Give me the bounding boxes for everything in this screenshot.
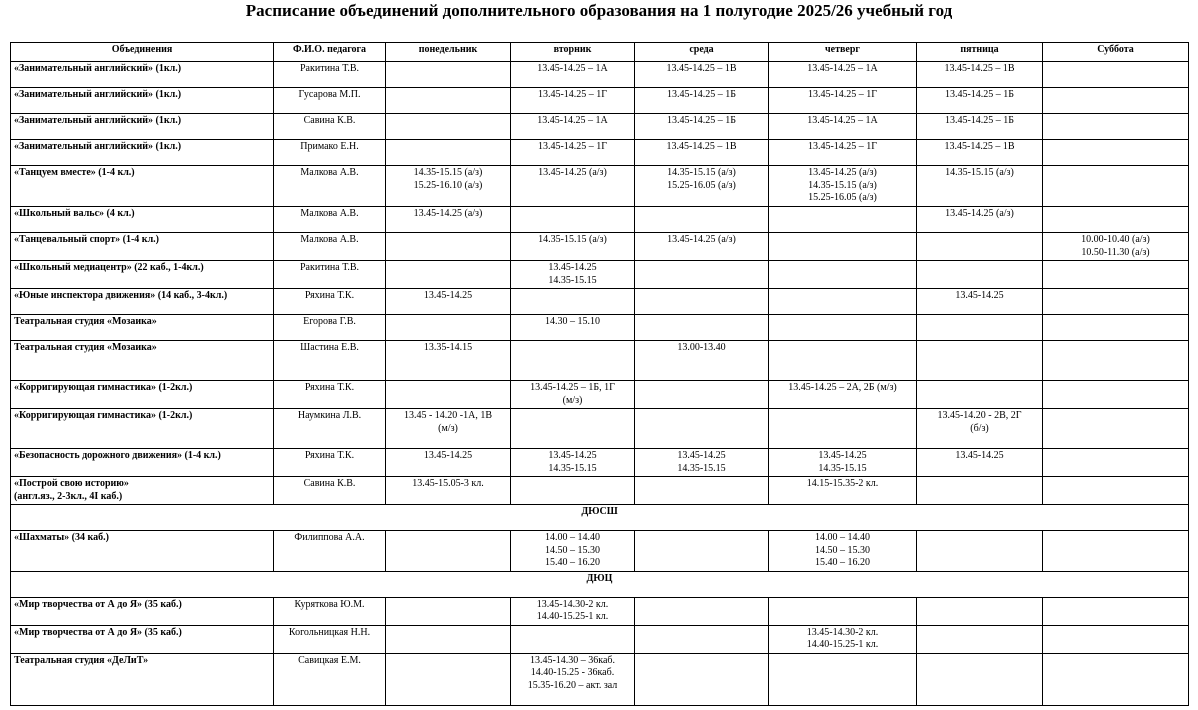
teacher-name: Куряткова Ю.М. [274, 597, 386, 625]
cell-thursday [769, 449, 917, 477]
cell-line: 14.40-15.25 - 36каб. [530, 667, 615, 678]
teacher-name: Ряхина Т.К. [274, 289, 386, 315]
cell-saturday [1043, 289, 1189, 315]
teacher-name: Когольницкая Н.Н. [274, 625, 386, 653]
cell-thursday [769, 207, 917, 233]
cell-tuesday [511, 653, 635, 705]
cell-line: 14.35-15.15 (а/з) [808, 179, 877, 191]
table-row [11, 88, 1189, 114]
cell-monday [386, 62, 511, 88]
cell-tuesday [511, 289, 635, 315]
cell-line: 15.35-16.20 – акт. зал [527, 679, 618, 691]
association-name: Театральная студия «Мозаика» [11, 315, 274, 341]
cell-saturday [1043, 449, 1189, 477]
table-row [11, 625, 1189, 653]
teacher-name: Шастина Е.В. [274, 341, 386, 381]
cell-tuesday: 14.35-15.15 (а/з) [511, 233, 635, 261]
cell-line: 13.45-14.25 [818, 450, 867, 461]
cell-friday: 13.45-14.25 – 1Б [917, 88, 1043, 114]
header-thursday: четверг [769, 43, 917, 62]
cell-tuesday [511, 597, 635, 625]
cell-monday [386, 233, 511, 261]
cell-friday [917, 653, 1043, 705]
cell-monday [386, 597, 511, 625]
cell-wednesday [635, 625, 769, 653]
cell-thursday: 13.45-14.25 – 1А [769, 62, 917, 88]
cell-saturday [1043, 261, 1189, 289]
cell-friday: 13.45-14.25 – 1Б [917, 114, 1043, 140]
cell-line: 14.00 – 14.40 [545, 532, 600, 543]
cell-line: (м/з) [562, 394, 583, 406]
teacher-name: Ракитина Т.В. [274, 62, 386, 88]
cell-saturday [1043, 62, 1189, 88]
cell-line: 13.45-14.25 – 1Б, 1Г [530, 382, 615, 393]
cell-thursday [769, 341, 917, 381]
table-row [11, 409, 1189, 449]
cell-line: 13.45-14.30-2 кл. [806, 626, 879, 638]
section-row [11, 505, 1189, 531]
cell-line: 13.45 - 14.20 -1А, 1В [403, 410, 493, 421]
cell-line: 14.35-15.15 [677, 462, 726, 474]
cell-tuesday [511, 341, 635, 381]
cell-monday: 13.45-14.25 [386, 449, 511, 477]
cell-wednesday [635, 409, 769, 449]
table-row [11, 449, 1189, 477]
cell-line: 13.45-14.25 (а/з) [808, 167, 877, 178]
association-name: «Занимательный английский» (1кл.) [11, 140, 274, 166]
cell-saturday [1043, 233, 1189, 261]
cell-friday [917, 315, 1043, 341]
cell-line: 13.45-14.25 [548, 262, 597, 273]
cell-line: 14.40-15.25-1 кл. [806, 639, 879, 650]
cell-tuesday [511, 449, 635, 477]
cell-line: 13.45-14.30 – 36каб. [529, 654, 616, 666]
cell-line: 14.50 – 15.30 [545, 544, 600, 556]
header-friday: пятница [917, 43, 1043, 62]
cell-thursday [769, 166, 917, 207]
header-row [11, 43, 1189, 62]
teacher-name: Савина К.В. [274, 477, 386, 505]
association-name: «Танцевальный спорт» (1-4 кл.) [11, 233, 274, 261]
cell-friday [917, 409, 1043, 449]
cell-monday [386, 261, 511, 289]
cell-tuesday: 13.45-14.25 – 1Г [511, 88, 635, 114]
cell-tuesday: 13.45-14.25 – 1Г [511, 140, 635, 166]
cell-monday: 13.45-15.05-3 кл. [386, 477, 511, 505]
header-wednesday: среда [635, 43, 769, 62]
cell-line: 10.50-11.30 (а/з) [1081, 246, 1150, 258]
association-name: Театральная студия «Мозаика» [11, 341, 274, 381]
association-name: «Занимательный английский» (1кл.) [11, 62, 274, 88]
cell-wednesday [635, 381, 769, 409]
table-row [11, 62, 1189, 88]
cell-saturday [1043, 531, 1189, 572]
association-name: «Занимательный английский» (1кл.) [11, 114, 274, 140]
cell-saturday [1043, 341, 1189, 381]
cell-line: 14.35-15.15 [548, 274, 597, 286]
cell-tuesday [511, 477, 635, 505]
cell-saturday [1043, 409, 1189, 449]
cell-tuesday: 13.45-14.25 (а/з) [511, 166, 635, 207]
cell-thursday [769, 261, 917, 289]
cell-wednesday [635, 166, 769, 207]
cell-wednesday: 13.45-14.25 – 1В [635, 62, 769, 88]
cell-wednesday [635, 315, 769, 341]
cell-monday [386, 166, 511, 207]
table-row [11, 341, 1189, 381]
cell-saturday [1043, 207, 1189, 233]
association-name: «Школьный вальс» (4 кл.) [11, 207, 274, 233]
cell-saturday [1043, 114, 1189, 140]
cell-friday [917, 477, 1043, 505]
cell-monday [386, 653, 511, 705]
teacher-name: Гусарова М.П. [274, 88, 386, 114]
cell-saturday [1043, 166, 1189, 207]
schedule-table [10, 42, 1189, 706]
cell-wednesday [635, 207, 769, 233]
header-tuesday: вторник [511, 43, 635, 62]
cell-friday: 13.45-14.25 – 1В [917, 62, 1043, 88]
cell-line: 13.45-14.25 [548, 450, 597, 461]
cell-line: (м/з) [438, 422, 458, 434]
table-row [11, 261, 1189, 289]
cell-line: 14.35-15.15 (а/з) [667, 167, 736, 178]
cell-monday [386, 625, 511, 653]
table-row [11, 140, 1189, 166]
cell-wednesday: 13.00-13.40 [635, 341, 769, 381]
section-row [11, 571, 1189, 597]
cell-line: 14.40-15.25-1 кл. [536, 611, 609, 622]
cell-saturday [1043, 625, 1189, 653]
association-name: «Школьный медиацентр» (22 каб., 1-4кл.) [11, 261, 274, 289]
cell-saturday [1043, 88, 1189, 114]
cell-wednesday [635, 531, 769, 572]
table-row [11, 166, 1189, 207]
association-name: «Корригирующая гимнастика» (1-2кл.) [11, 409, 274, 449]
cell-line: 14.00 – 14.40 [815, 532, 870, 543]
cell-tuesday: 14.30 – 15.10 [511, 315, 635, 341]
cell-thursday: 14.15-15.35-2 кл. [769, 477, 917, 505]
cell-monday: 13.45-14.25 [386, 289, 511, 315]
cell-tuesday [511, 409, 635, 449]
cell-thursday [769, 597, 917, 625]
cell-wednesday [635, 449, 769, 477]
cell-monday [386, 531, 511, 572]
teacher-name: Малкова А.В. [274, 233, 386, 261]
cell-wednesday [635, 289, 769, 315]
cell-line: 15.40 – 16.20 [545, 557, 600, 568]
cell-line: 15.25-16.10 (а/з) [413, 179, 483, 191]
cell-saturday [1043, 653, 1189, 705]
cell-thursday [769, 409, 917, 449]
cell-thursday [769, 625, 917, 653]
cell-thursday [769, 315, 917, 341]
teacher-name: Савицкая Е.М. [274, 653, 386, 705]
table-row [11, 289, 1189, 315]
cell-line: (б/з) [970, 422, 989, 434]
association-name: «Мир творчества от А до Я» (35 каб.) [11, 597, 274, 625]
cell-saturday [1043, 381, 1189, 409]
table-row [11, 207, 1189, 233]
cell-line: 13.45-14.25 [677, 450, 726, 461]
cell-thursday: 13.45-14.25 – 1Г [769, 140, 917, 166]
cell-line: 15.40 – 16.20 [815, 557, 870, 568]
cell-thursday [769, 653, 917, 705]
association-name: «Безопасность дорожного движения» (1-4 кл.) [11, 449, 274, 477]
table-row [11, 531, 1189, 572]
cell-line: 10.00-10.40 (а/з) [1081, 234, 1150, 245]
cell-monday [386, 381, 511, 409]
cell-tuesday: 13.45-14.25 – 1А [511, 114, 635, 140]
cell-wednesday [635, 477, 769, 505]
cell-line: 13.45-14.30-2 кл. [536, 598, 609, 610]
cell-line: 14.35-15.15 [818, 462, 867, 474]
cell-thursday [769, 289, 917, 315]
header-teacher: Ф.И.О. педагога [274, 43, 386, 62]
association-name: «Танцуем вместе» (1-4 кл.) [11, 166, 274, 207]
cell-friday: 13.45-14.25 (а/з) [917, 207, 1043, 233]
association-name: Театральная студия «ДеЛиТ» [11, 653, 274, 705]
cell-saturday [1043, 477, 1189, 505]
cell-thursday [769, 233, 917, 261]
schedule-body [11, 62, 1189, 706]
table-row [11, 597, 1189, 625]
cell-wednesday [635, 261, 769, 289]
cell-wednesday: 13.45-14.25 (а/з) [635, 233, 769, 261]
cell-thursday: 13.45-14.25 – 2А, 2Б (м/з) [769, 381, 917, 409]
section-label: ДЮЦ [11, 571, 1189, 597]
teacher-name: Малкова А.В. [274, 207, 386, 233]
cell-line: 15.25-16.05 (а/з) [667, 179, 736, 191]
cell-tuesday [511, 207, 635, 233]
cell-saturday [1043, 140, 1189, 166]
cell-friday: 13.45-14.25 [917, 449, 1043, 477]
cell-wednesday: 13.45-14.25 – 1В [635, 140, 769, 166]
cell-monday [386, 114, 511, 140]
cell-line: «Построй свою историю» [14, 478, 129, 489]
section-label: ДЮСШ [11, 505, 1189, 531]
teacher-name: Ряхина Т.К. [274, 449, 386, 477]
cell-line: 13.45-14.20 - 2В, 2Г [937, 410, 1022, 421]
cell-friday [917, 233, 1043, 261]
cell-tuesday: 13.45-14.25 – 1А [511, 62, 635, 88]
cell-monday: 13.45-14.25 (а/з) [386, 207, 511, 233]
teacher-name: Наумкина Л.В. [274, 409, 386, 449]
cell-line: 15.25-16.05 (а/з) [808, 192, 877, 203]
cell-monday [386, 409, 511, 449]
association-name: «Мир творчества от А до Я» (35 каб.) [11, 625, 274, 653]
page-title: Расписание объединений дополнительного образования на 1 полугодие 2025/26 учебный год [245, 1, 953, 20]
table-row [11, 114, 1189, 140]
table-row [11, 233, 1189, 261]
association-name [11, 477, 274, 505]
association-name: «Шахматы» (34 каб.) [11, 531, 274, 572]
cell-saturday [1043, 597, 1189, 625]
teacher-name: Савина К.В. [274, 114, 386, 140]
cell-thursday: 13.45-14.25 – 1Г [769, 88, 917, 114]
cell-friday [917, 531, 1043, 572]
cell-tuesday [511, 531, 635, 572]
association-name: «Юные инспектора движения» (14 каб., 3-4кл.) [11, 289, 274, 315]
association-name: «Корригирующая гимнастика» (1-2кл.) [11, 381, 274, 409]
table-row [11, 653, 1189, 705]
header-monday: понедельник [386, 43, 511, 62]
cell-monday [386, 88, 511, 114]
cell-tuesday [511, 625, 635, 653]
cell-friday [917, 261, 1043, 289]
cell-friday [917, 341, 1043, 381]
teacher-name: Егорова Г.В. [274, 315, 386, 341]
teacher-name: Ряхина Т.К. [274, 381, 386, 409]
cell-line: 14.35-15.15 (а/з) [413, 167, 483, 178]
cell-friday [917, 625, 1043, 653]
teacher-name: Филиппова А.А. [274, 531, 386, 572]
cell-monday [386, 140, 511, 166]
cell-line: 14.35-15.15 [548, 462, 597, 474]
header-saturday: Суббота [1043, 43, 1189, 62]
teacher-name: Малкова А.В. [274, 166, 386, 207]
cell-monday [386, 315, 511, 341]
association-name: «Занимательный английский» (1кл.) [11, 88, 274, 114]
cell-tuesday [511, 381, 635, 409]
cell-monday: 13.35-14.15 [386, 341, 511, 381]
cell-tuesday [511, 261, 635, 289]
table-row [11, 315, 1189, 341]
cell-saturday [1043, 315, 1189, 341]
teacher-name: Ракитина Т.В. [274, 261, 386, 289]
cell-line: 14.50 – 15.30 [815, 544, 870, 556]
cell-wednesday: 13.45-14.25 – 1Б [635, 88, 769, 114]
teacher-name: Примако Е.Н. [274, 140, 386, 166]
cell-line: (англ.яз., 2-3кл., 4I каб.) [14, 490, 123, 502]
cell-wednesday [635, 597, 769, 625]
cell-friday: 13.45-14.25 – 1В [917, 140, 1043, 166]
cell-wednesday: 13.45-14.25 – 1Б [635, 114, 769, 140]
cell-thursday: 13.45-14.25 – 1А [769, 114, 917, 140]
table-row [11, 477, 1189, 505]
cell-friday: 14.35-15.15 (а/з) [917, 166, 1043, 207]
cell-friday [917, 381, 1043, 409]
cell-wednesday [635, 653, 769, 705]
header-association: Объединения [11, 43, 274, 62]
table-row [11, 381, 1189, 409]
cell-thursday [769, 531, 917, 572]
cell-friday: 13.45-14.25 [917, 289, 1043, 315]
cell-friday [917, 597, 1043, 625]
